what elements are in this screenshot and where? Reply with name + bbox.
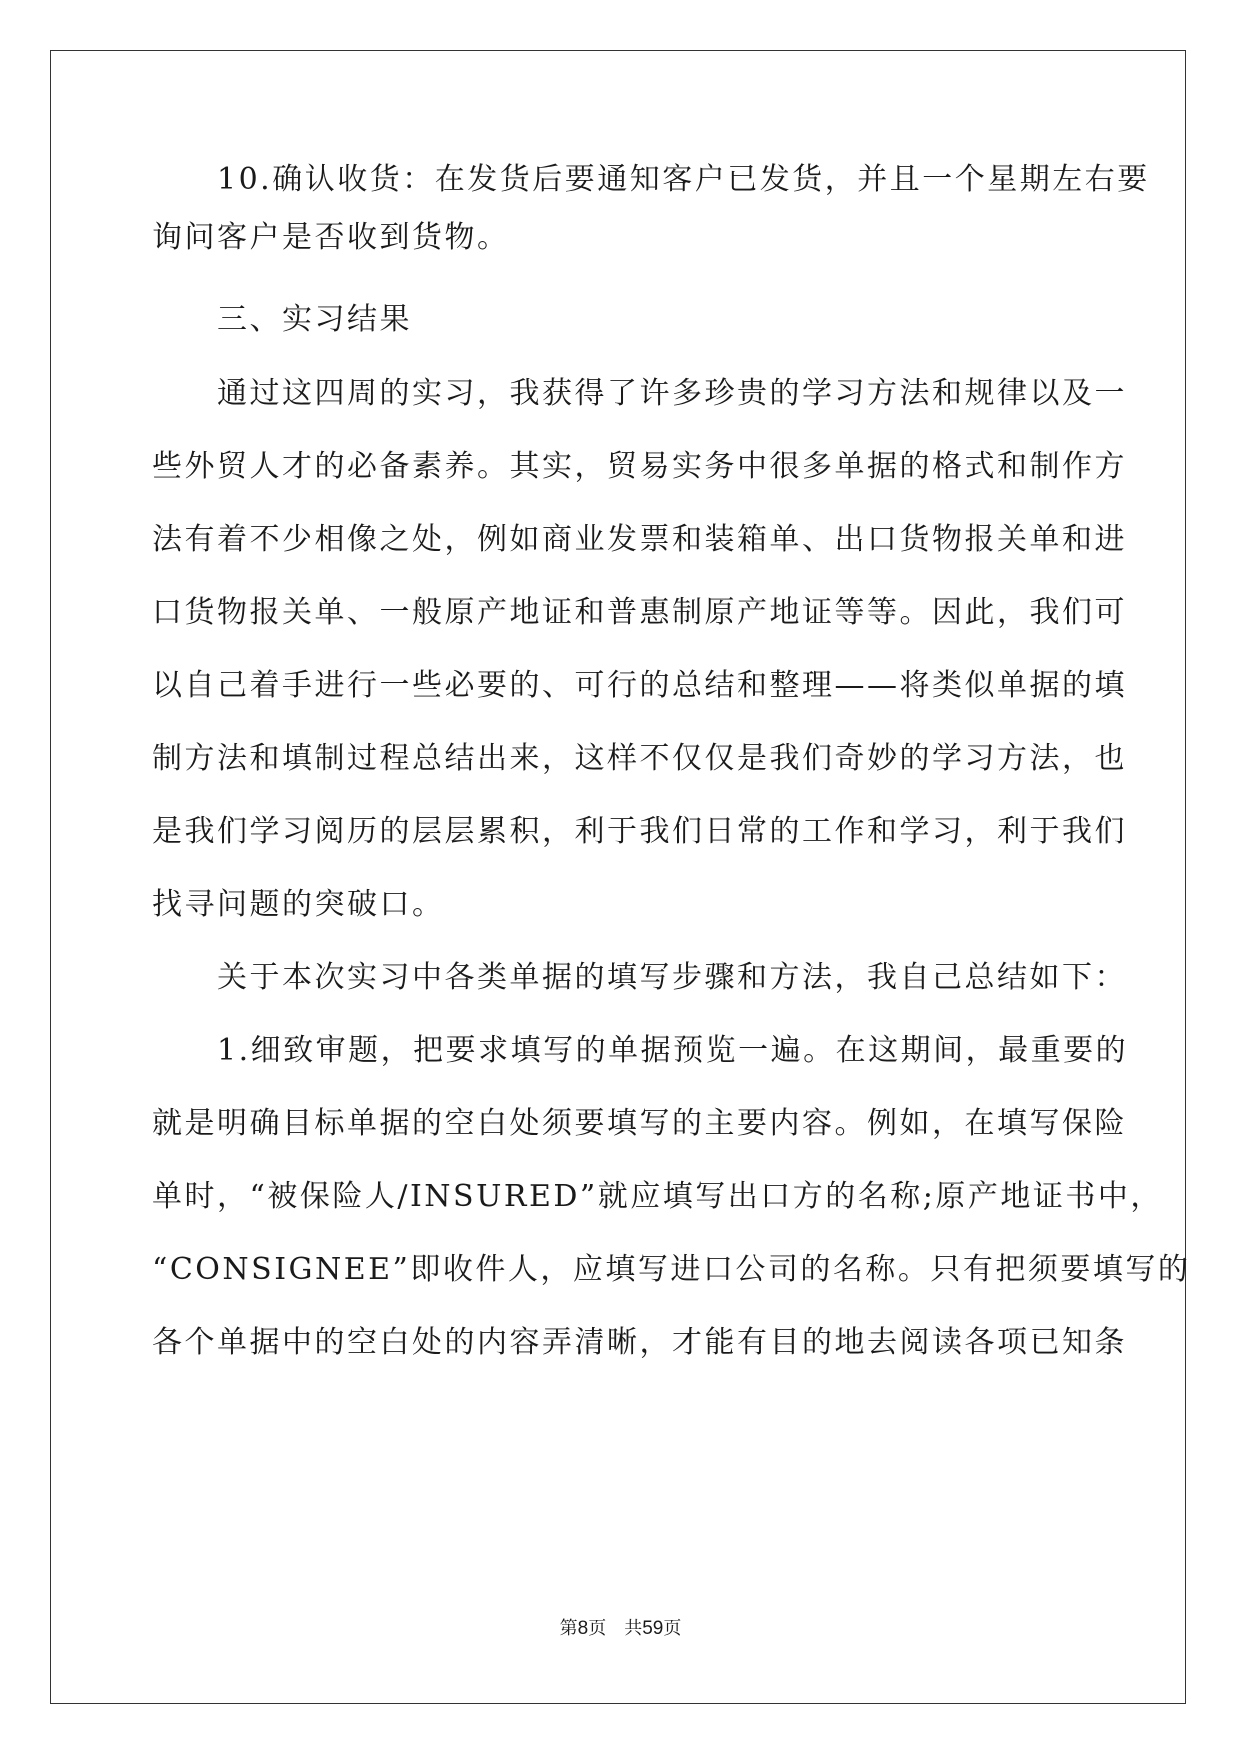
total-pages-number: 59 [642,1618,664,1639]
text-line: 单时，“被保险人/INSURED”就应填写出口方的名称;原产地证书中， [152,1179,1163,1214]
footer-total-suffix: 页 [663,1618,682,1639]
text-line: 10.确认收货：在发货后要通知客户已发货，并且一个星期左右要 [152,162,1150,197]
text-line: 就是明确目标单据的空白处须要填写的主要内容。例如，在填写保险 [152,1106,1127,1141]
text-line: 关于本次实习中各类单据的填写步骤和方法，我自己总结如下： [152,960,1127,995]
text-line: 通过这四周的实习，我获得了许多珍贵的学习方法和规律以及一 [152,376,1127,411]
text-line: “CONSIGNEE”即收件人，应填写进口公司的名称。只有把须要填写的 [152,1252,1191,1287]
text-line: 制方法和填制过程总结出来，这样不仅仅是我们奇妙的学习方法，也 [152,741,1127,776]
section-heading: 三、实习结果 [152,302,412,337]
page-footer [0,1617,1241,1641]
text-line: 口货物报关单、一般原产地证和普惠制原产地证等等。因此，我们可 [152,595,1127,630]
footer-total-prefix: 共 [624,1618,643,1639]
text-line: 些外贸人才的必备素养。其实，贸易实务中很多单据的格式和制作方 [152,449,1127,484]
text-line: 法有着不少相像之处，例如商业发票和装箱单、出口货物报关单和进 [152,522,1127,557]
text-line: 找寻问题的突破口。 [152,887,445,922]
page-border [50,50,1186,1704]
footer-prefix: 第 [559,1618,578,1639]
text-line: 以自己着手进行一些必要的、可行的总结和整理——将类似单据的填 [152,668,1127,703]
text-line: 1.细致审题，把要求填写的单据预览一遍。在这期间，最重要的 [152,1033,1129,1068]
current-page-number: 8 [577,1618,589,1639]
text-line: 是我们学习阅历的层层累积，利于我们日常的工作和学习，利于我们 [152,814,1127,849]
text-line: 各个单据中的空白处的内容弄清晰，才能有目的地去阅读各项已知条 [152,1325,1127,1360]
footer-page-suffix: 页 [588,1618,607,1639]
text-line: 询问客户是否收到货物。 [152,220,510,255]
